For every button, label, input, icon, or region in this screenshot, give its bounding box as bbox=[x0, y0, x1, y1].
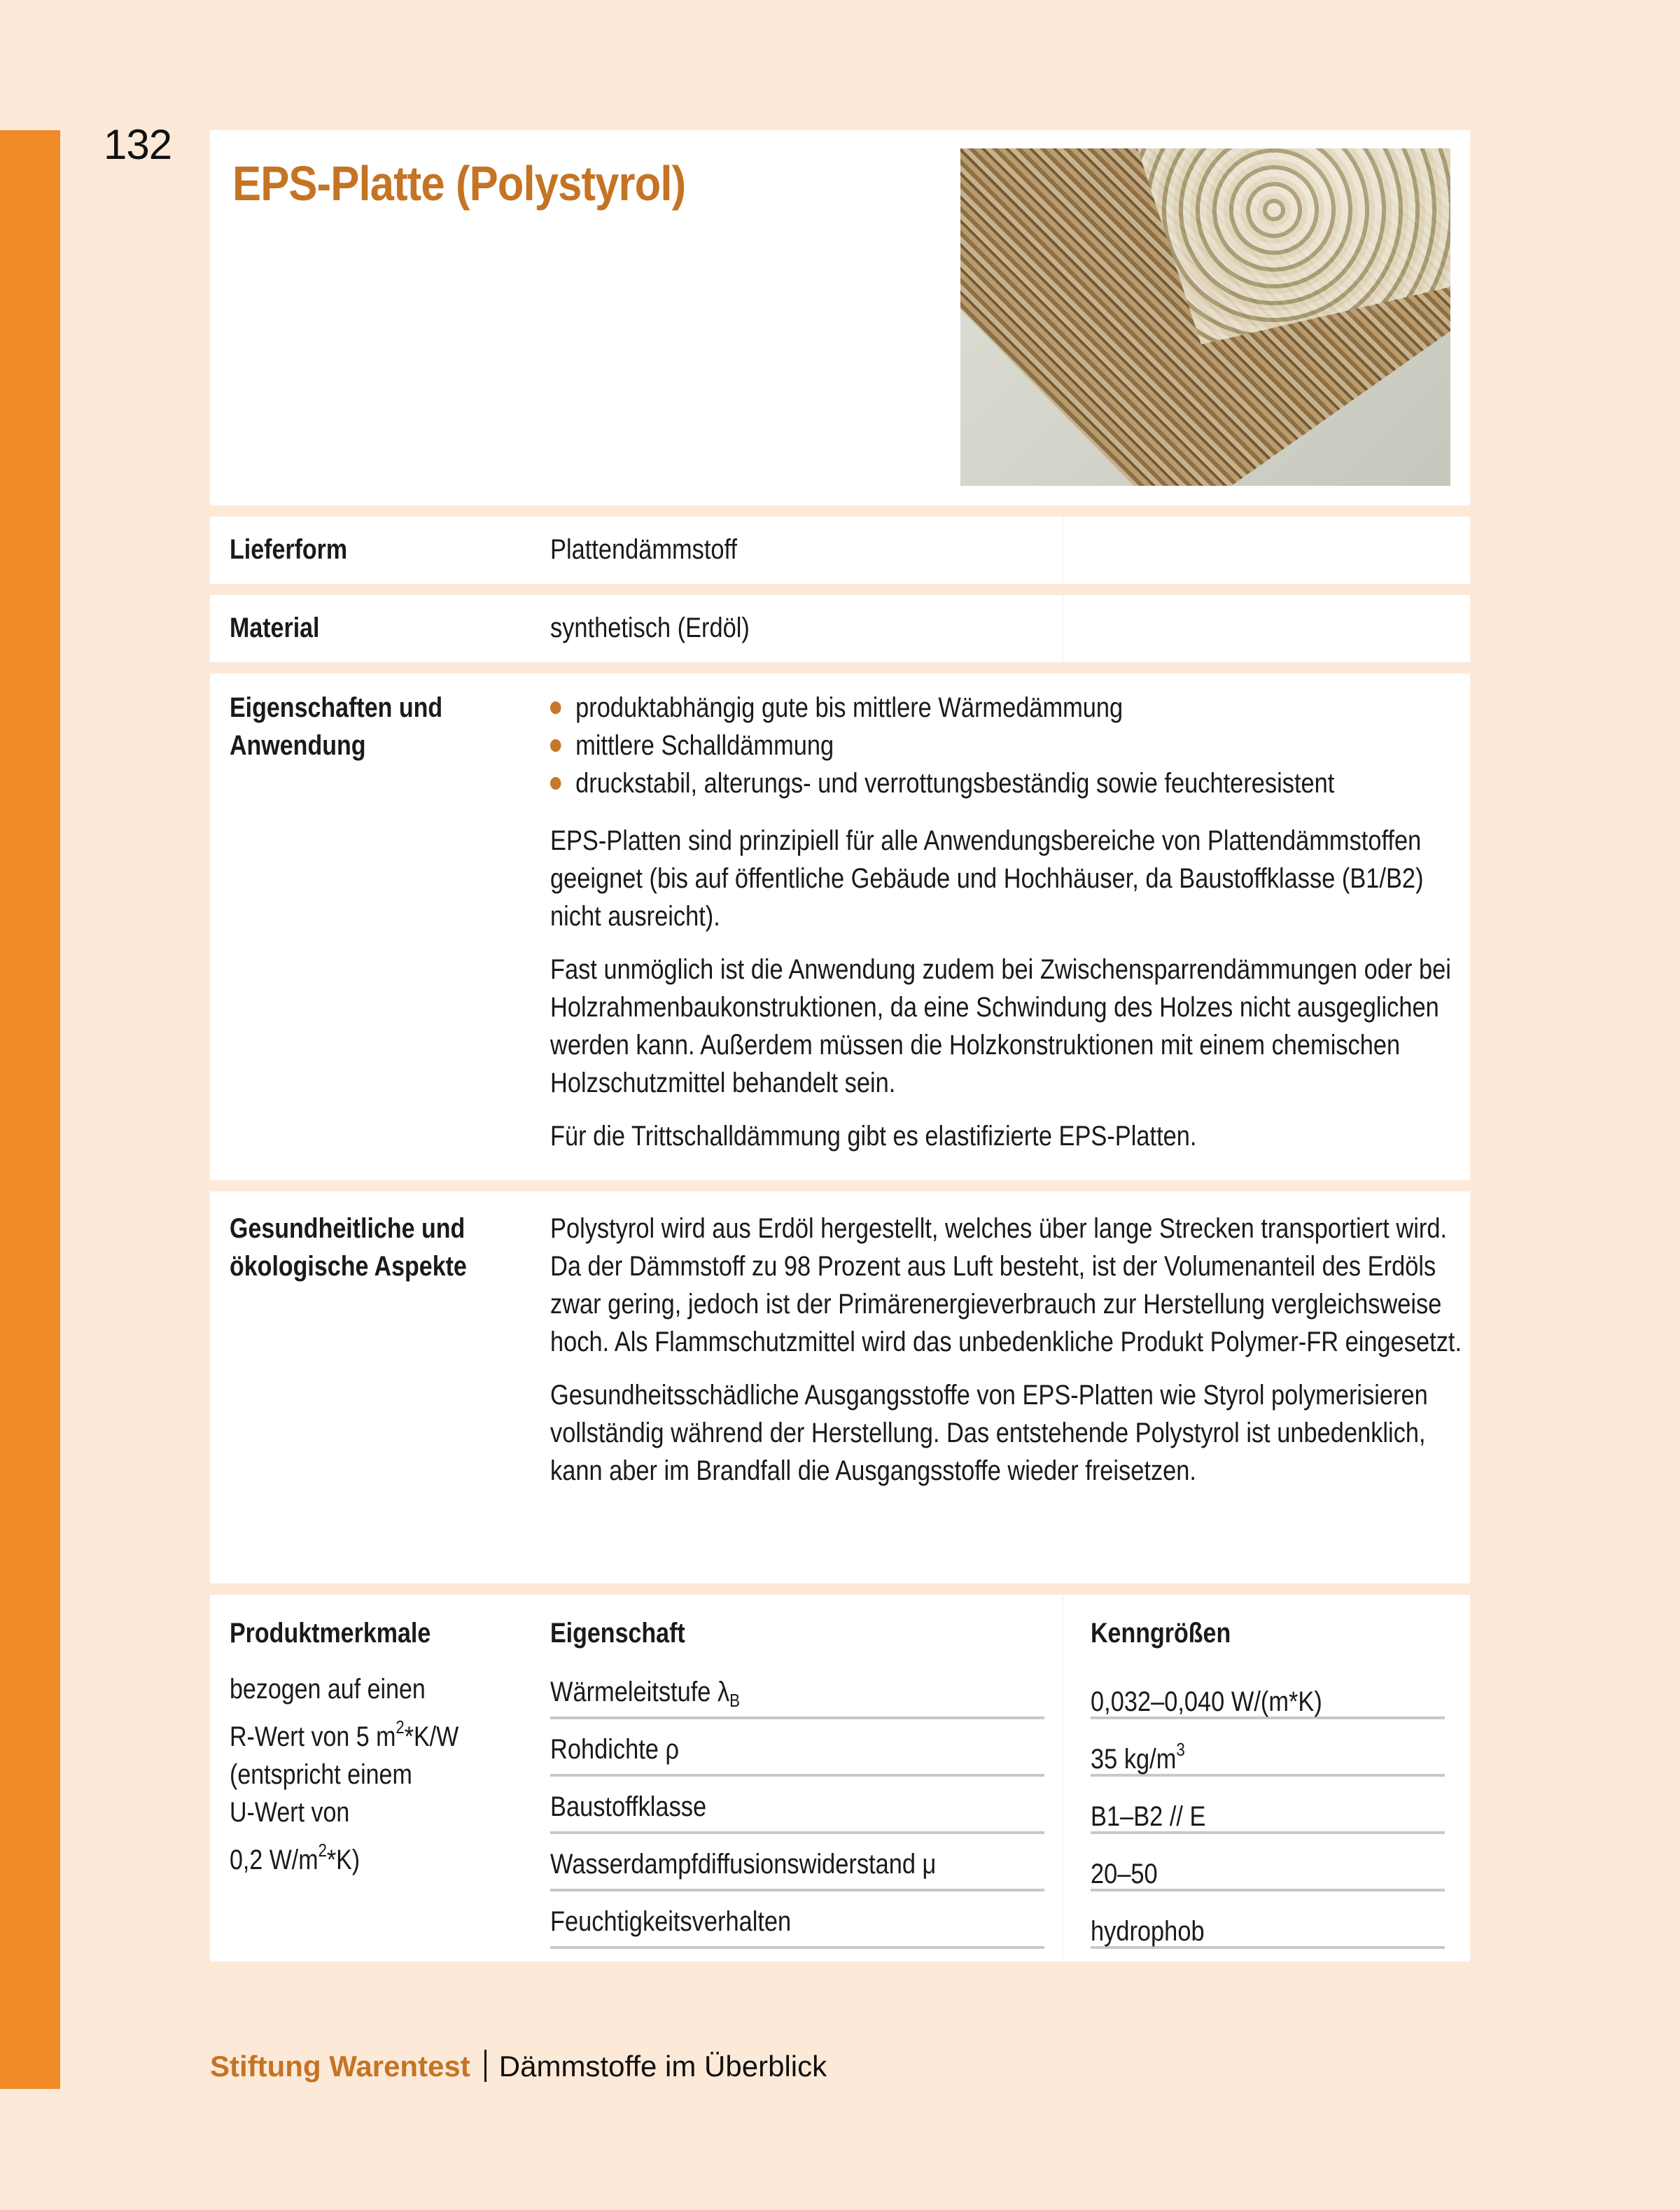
bullet-dot-icon bbox=[550, 777, 561, 790]
row-label bbox=[230, 1210, 467, 1285]
row-label: Lieferform bbox=[230, 534, 348, 565]
note-line: R-Wert von 5 $m^2*K/W$ bbox=[230, 1716, 459, 1752]
footer-separator bbox=[484, 2050, 486, 2082]
page-title: EPS-Platte (Polystyrol) bbox=[232, 156, 686, 211]
table-cell-property: Feuchtigkeitsverhalten bbox=[550, 1903, 1044, 1949]
column-divider bbox=[1063, 517, 1064, 584]
row-label-line: Anwendung bbox=[230, 730, 366, 761]
row-label-line: ökologische Aspekte bbox=[230, 1251, 467, 1282]
table-cell-value: 20–50 bbox=[1091, 1845, 1445, 1891]
table-cell-property: Baustoffklasse bbox=[550, 1788, 1044, 1834]
column-divider bbox=[1063, 595, 1064, 662]
header-panel bbox=[210, 130, 1470, 505]
bullet-list bbox=[550, 689, 1477, 802]
row-label bbox=[230, 689, 442, 764]
row-label-line: Gesundheitliche und bbox=[230, 1213, 465, 1244]
bullet-dot-icon bbox=[550, 739, 561, 752]
bullet-text: mittlere Schalldämmung bbox=[575, 730, 834, 761]
paragraph: Polystyrol wird aus Erdöl hergestellt, welches über lange Strecken transportiert wird. Da der Dämmstoff zu 98 Prozent aus Luft besteht, ist der Volumenanteil des Erdöls zwar gering, jedoch ist der Primärenergieverbrauch zur Herstellung vergleichsweise hoch. Als Flammschutzmittel wird das unbedenkliche Produkt Polymer-FR eingesetzt. bbox=[550, 1213, 1462, 1357]
row-content bbox=[550, 689, 1477, 1155]
column-header-value: Kenngrößen bbox=[1091, 1618, 1231, 1649]
row-value: Plattendämmstoff bbox=[550, 534, 738, 565]
bullet-item bbox=[550, 689, 1477, 727]
note-line: bezogen auf einen bbox=[230, 1674, 426, 1705]
table-cell-property: Wärmeleitstufe $\lambda_B$ bbox=[550, 1673, 1044, 1719]
row-value: synthetisch (Erdöl) bbox=[550, 613, 750, 643]
row-material bbox=[210, 595, 1470, 662]
bullet-text: produktabhängig gute bis mittlere Wärmedämmung bbox=[575, 692, 1124, 723]
paragraph: EPS-Platten sind prinzipiell für alle Anwendungsbereiche von Plattendämmstoffen geeignet (bis auf öffentliche Gebäude und Hochhäuser, da Baustoffklasse (B1/B2) nicht ausreicht). bbox=[550, 825, 1424, 932]
bullet-dot-icon bbox=[550, 701, 561, 714]
page-number: 132 bbox=[104, 121, 172, 168]
reference-note bbox=[230, 1670, 458, 1879]
table-cell-value: B1–B2 // E bbox=[1091, 1788, 1445, 1834]
note-line: (entspricht einem bbox=[230, 1759, 412, 1790]
chapter-color-bar bbox=[0, 130, 60, 2089]
paragraph: Fast unmöglich ist die Anwendung zudem bei Zwischensparrendämmungen oder bei Holzrahmenbaukonstruktionen, da eine Schwindung des Holzes nicht ausgeglichen werden kann. Außerdem müssen die Holzkonstruktionen mit einem chemischen Holzschutzmittel behandelt sein. bbox=[550, 954, 1451, 1098]
paragraph: Für die Trittschalldämmung gibt es elastifizierte EPS-Platten. bbox=[550, 1121, 1197, 1152]
product-photo bbox=[960, 148, 1450, 486]
row-lieferform bbox=[210, 517, 1470, 584]
row-label: Material bbox=[230, 613, 320, 643]
table-cell-property: Wasserdampfdiffusionswiderstand μ bbox=[550, 1845, 1044, 1891]
bullet-item bbox=[550, 727, 1477, 764]
footer-book-title: Dämmstoffe im Überblick bbox=[498, 2050, 827, 2083]
row-label-line: Eigenschaften und bbox=[230, 692, 443, 723]
column-divider bbox=[1063, 1595, 1064, 1961]
row-label: Produktmerkmale bbox=[230, 1618, 431, 1649]
bullet-text: druckstabil, alterungs- und verrottungsbeständig sowie feuchteresistent bbox=[575, 768, 1335, 799]
footer-brand: Stiftung Warentest bbox=[210, 2050, 470, 2083]
row-gesundheit bbox=[210, 1191, 1470, 1583]
column-header-property: Eigenschaft bbox=[550, 1618, 685, 1649]
note-line: U-Wert von bbox=[230, 1797, 350, 1828]
bullet-item bbox=[550, 764, 1477, 802]
table-cell-property: Rohdichte ρ bbox=[550, 1730, 1044, 1777]
row-content bbox=[550, 1210, 1477, 1490]
note-line: 0,2 $W/m^2*K$) bbox=[230, 1840, 360, 1875]
table-cell-value: 35 $kg/m^3$ bbox=[1091, 1730, 1445, 1777]
page-footer bbox=[210, 2050, 827, 2083]
paragraph: Gesundheitsschädliche Ausgangsstoffe von EPS-Platten wie Styrol polymerisieren vollständig während der Herstellung. Das entstehende Polystyrol ist unbedenklich, kann aber im Brandfall die Ausgangsstoffe wieder freisetzen. bbox=[550, 1380, 1428, 1486]
row-produktmerkmale bbox=[210, 1595, 1470, 1961]
table-cell-value: 0,032–0,040 W/(m*K) bbox=[1091, 1673, 1445, 1719]
row-eigenschaften bbox=[210, 673, 1470, 1180]
table-cell-value: hydrophob bbox=[1091, 1903, 1445, 1949]
